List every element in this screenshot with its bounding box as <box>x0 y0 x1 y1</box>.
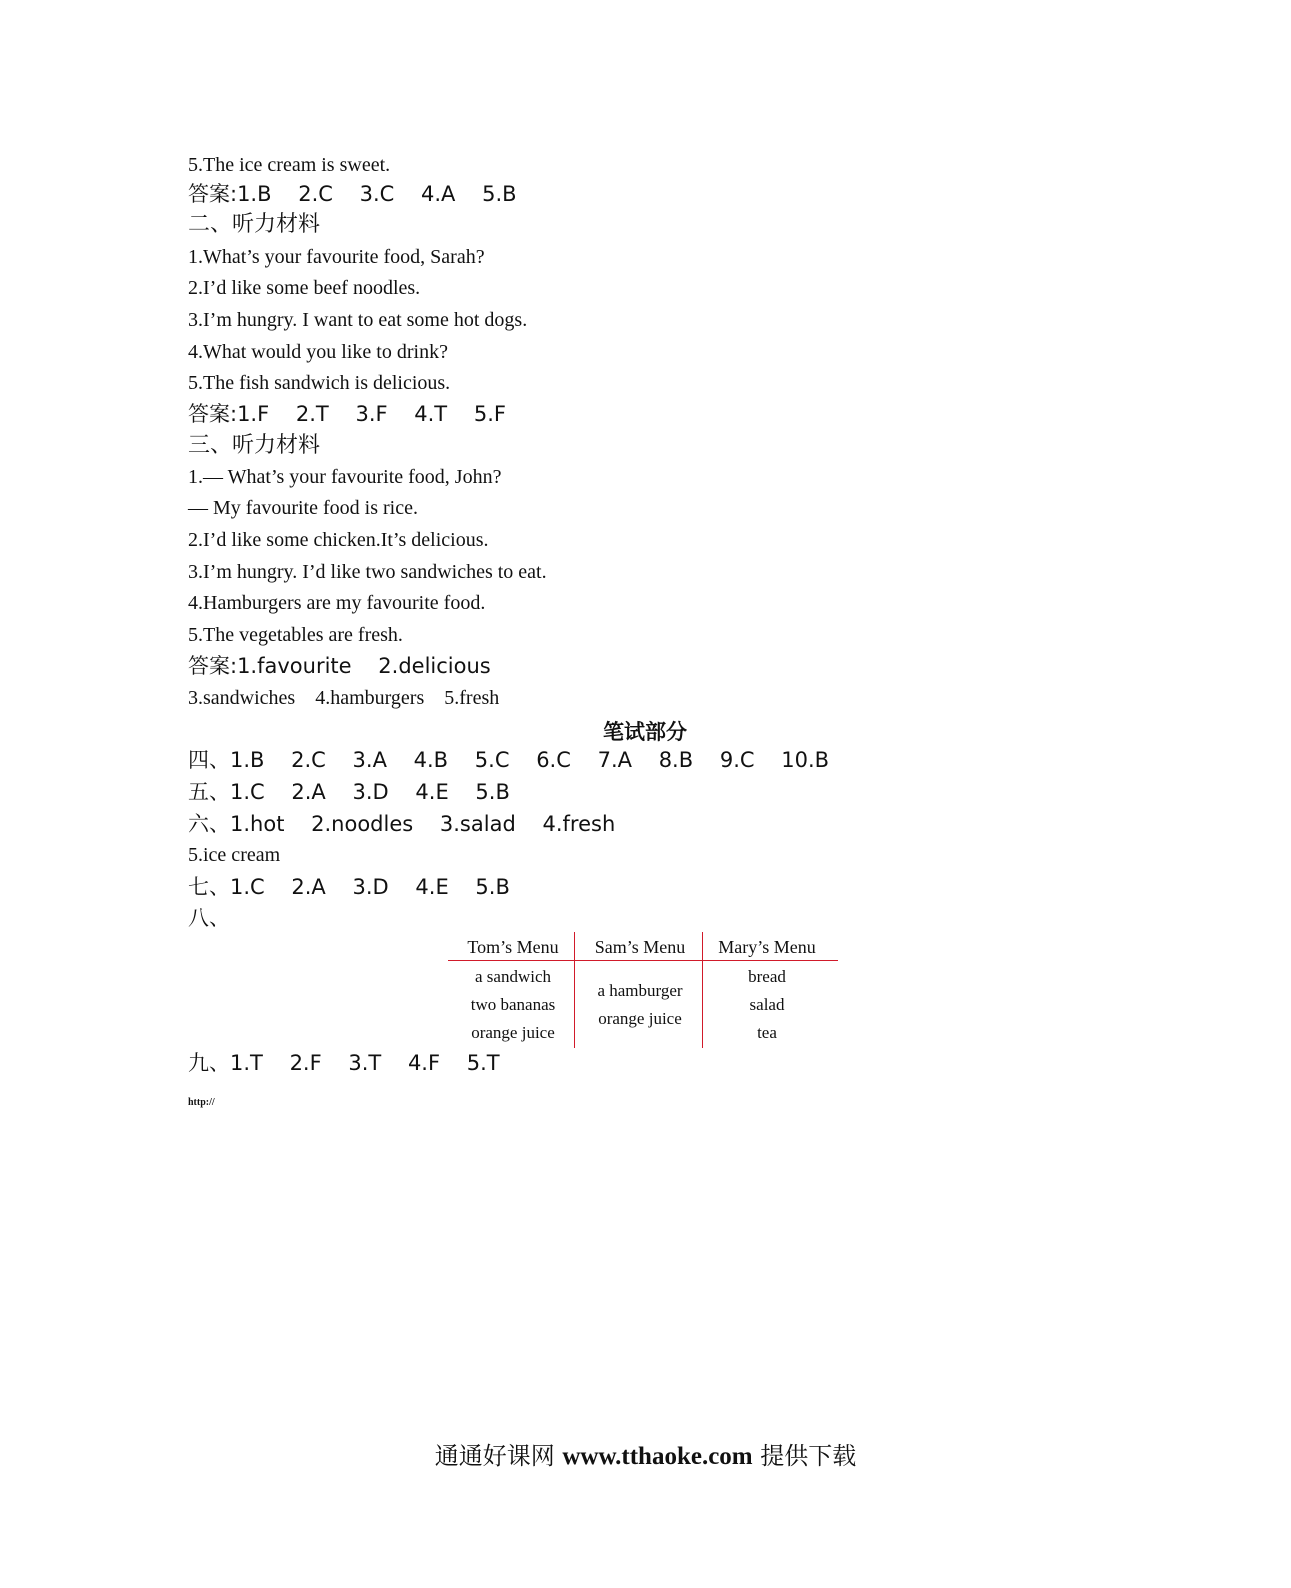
text-line: 3.I’m hungry. I’d like two sandwiches to eat. <box>188 561 547 583</box>
menu-item: salad <box>749 995 785 1014</box>
answer-line: 答案:1.favourite 2.delicious <box>188 654 491 678</box>
menu-header: Mary’s Menu <box>718 937 816 957</box>
footer-site-link[interactable]: www.tthaoke.com <box>562 1443 753 1470</box>
footer-banner <box>0 1436 1291 1471</box>
menu-item: orange juice <box>598 1009 682 1028</box>
small-url-text: http:// <box>188 1097 215 1108</box>
text-line: 1.What’s your favourite food, Sarah? <box>188 246 485 268</box>
text-line: 4.Hamburgers are my favourite food. <box>188 592 486 614</box>
footer-suffix: 提供下载 <box>752 1442 857 1470</box>
menu-header: Tom’s Menu <box>467 937 559 957</box>
answer-line: 九、1.T 2.F 3.T 4.F 5.T <box>188 1051 500 1075</box>
text-line: 4.What would you like to drink? <box>188 341 448 363</box>
answer-line: 5.ice cream <box>188 844 281 866</box>
text-line: 2.I’d like some beef noodles. <box>188 277 421 299</box>
text-line: 2.I’d like some chicken.It’s delicious. <box>188 529 489 551</box>
text-line: 5.The ice cream is sweet. <box>188 154 391 176</box>
text-line: — My favourite food is rice. <box>188 497 418 519</box>
text-line: 3.I’m hungry. I want to eat some hot dogs. <box>188 309 528 331</box>
answer-line: 五、1.C 2.A 3.D 4.E 5.B <box>188 780 510 804</box>
menu-item: orange juice <box>471 1023 555 1042</box>
menu-header: Sam’s Menu <box>594 937 686 957</box>
text-line: 1.— What’s your favourite food, John? <box>188 466 502 488</box>
table-column-divider <box>702 932 703 1048</box>
menu-column-mary <box>702 932 832 1048</box>
table-header-divider <box>448 960 838 961</box>
section-heading: 二、听力材料 <box>188 212 321 237</box>
menu-item: a sandwich <box>474 967 551 986</box>
text-line: 5.The fish sandwich is delicious. <box>188 372 451 394</box>
answer-line: 七、1.C 2.A 3.D 4.E 5.B <box>188 875 510 899</box>
answer-line: 答案:1.F 2.T 3.F 4.T 5.F <box>188 402 506 426</box>
menu-item: two bananas <box>470 995 556 1014</box>
answer-line: 3.sandwiches 4.hamburgers 5.fresh <box>188 687 500 709</box>
answer-line: 六、1.hot 2.noodles 3.salad 4.fresh <box>188 812 616 836</box>
answer-line: 四、1.B 2.C 3.A 4.B 5.C 6.C 7.A 8.B 9.C 10.B <box>188 748 830 772</box>
menu-table <box>448 932 838 1048</box>
menu-column-sam <box>575 932 705 1048</box>
menu-item: tea <box>757 1023 777 1042</box>
menu-item: bread <box>748 967 786 986</box>
menu-item: a hamburger <box>597 981 683 1000</box>
section-heading: 三、听力材料 <box>188 433 321 458</box>
answer-line: 八、 <box>188 906 230 930</box>
menu-column-tom <box>448 932 578 1048</box>
section-title: 笔试部分 <box>603 720 687 744</box>
footer-prefix: 通通好课网 <box>434 1442 563 1470</box>
table-column-divider <box>574 932 575 1048</box>
text-line: 5.The vegetables are fresh. <box>188 624 403 646</box>
answer-line: 答案:1.B 2.C 3.C 4.A 5.B <box>188 182 517 206</box>
